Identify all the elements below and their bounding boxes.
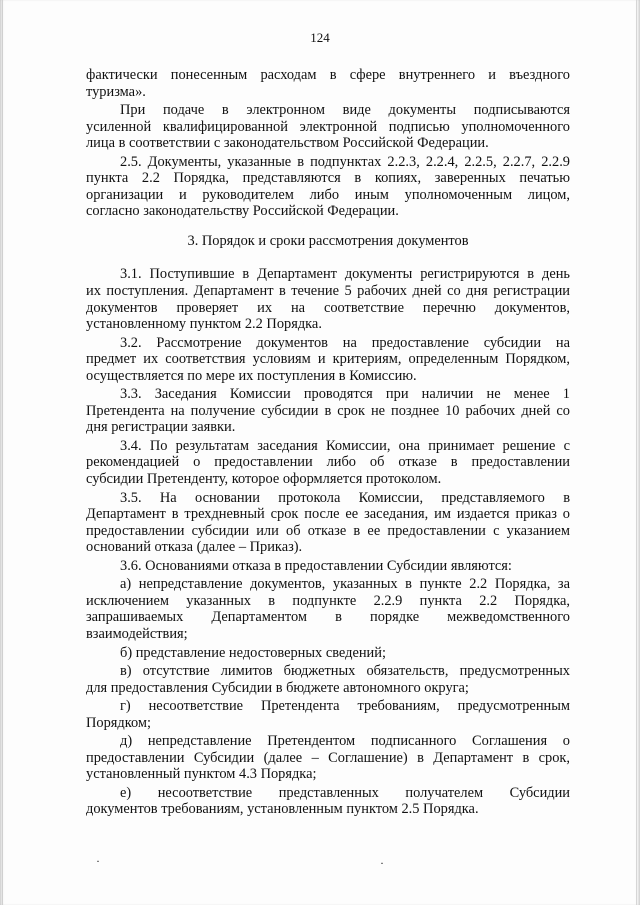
text-line: При подаче в электронном виде документы подписываются xyxy=(120,102,570,119)
text-line: 3.6. Основаниями отказа в предоставлении Субсидии являются: xyxy=(120,557,512,574)
list-item-e: е) несоответствие представленных получателем Субсидии xyxy=(120,784,570,801)
text-line: исключением указанных в подпункте 2.2.9 пункта 2.2 Порядка, xyxy=(86,592,570,609)
text-line: Департамент в трехдневный срок после ее заседания, им издается приказ о xyxy=(86,506,570,523)
text-line: осуществляется по мере их поступления в Комиссию. xyxy=(86,367,417,384)
text-line: запрашиваемых Департаментом в порядке межведомственного xyxy=(86,609,570,626)
text-line: Претендента на получение субсидии в срок не позднее 10 рабочих дней со xyxy=(86,402,570,419)
text-line: взаимодействия; xyxy=(86,625,188,642)
section-heading: 3. Порядок и сроки рассмотрения документов xyxy=(187,232,469,249)
text-line: оснований отказа (далее – Приказ). xyxy=(86,539,303,556)
text-line: туризма». xyxy=(86,83,146,100)
scan-speck: · xyxy=(380,856,384,870)
text-line: 3.4. По результатам заседания Комиссии, она принимает решение с xyxy=(120,437,570,454)
text-line: организации и руководителем либо иным уполномоченным лицом, xyxy=(86,186,570,203)
scan-edge-right xyxy=(636,0,637,905)
list-item-b: б) представление недостоверных сведений; xyxy=(120,644,386,661)
list-item-a: а) непредставление документов, указанных в пункте 2.2 Порядка, за xyxy=(120,576,570,593)
list-item-v: в) отсутствие лимитов бюджетных обязательств, предусмотренных xyxy=(120,663,570,680)
text-line: лица в соответствии с законодательством Российской Федерации. xyxy=(86,135,489,152)
text-line: фактически понесенным расходам в сфере внутреннего и въездного xyxy=(86,67,570,83)
text-line: установленному пунктом 2.2 Порядка. xyxy=(86,316,322,333)
text-line: 3.2. Рассмотрение документов на предоставление субсидии на xyxy=(120,334,570,351)
text-line: документов проверяет их на соответствие перечню документов, xyxy=(86,299,570,316)
text-line: согласно законодательству Российской Федерации. xyxy=(86,203,399,220)
text-line: предмет их соответствия условиям и критериям, определенным Порядком, xyxy=(86,351,570,368)
text-line: документов требованиям, установленным пунктом 2.5 Порядка. xyxy=(86,801,479,818)
scan-speck: · xyxy=(96,854,100,868)
text-line: субсидии Претенденту, которое оформляется протоколом. xyxy=(86,471,442,488)
text-line: рекомендацией о предоставлении либо об отказе в предоставлении xyxy=(86,454,570,471)
text-line: предоставлении Субсидии (далее – Соглашение) в Департамент в срок, xyxy=(86,749,570,766)
scan-edge-left xyxy=(2,0,3,905)
list-item-g: г) несоответствие Претендента требованиям, предусмотренным xyxy=(120,698,570,715)
body-text xyxy=(86,67,570,818)
text-line: Порядком; xyxy=(86,714,152,731)
page-number: 124 xyxy=(310,30,330,45)
text-line: 2.5. Документы, указанные в подпунктах 2.2.3, 2.2.4, 2.2.5, 2.2.7, 2.2.9 xyxy=(120,153,570,170)
list-item-d: д) непредставление Претендентом подписанного Соглашения о xyxy=(120,733,570,750)
text-line: пункта 2.2 Порядка, представляются в копиях, заверенных печатью xyxy=(86,170,570,187)
text-line: усиленной квалифицированной электронной подписью уполномоченного xyxy=(86,118,570,135)
text-line: их поступления. Департамент в течение 5 рабочих дней со дня регистрации xyxy=(86,283,570,300)
text-line: 3.1. Поступившие в Департамент документы регистрируются в день xyxy=(120,266,570,283)
text-line: дня регистрации заявки. xyxy=(86,419,236,436)
text-line: 3.5. На основании протокола Комиссии, представляемого в xyxy=(120,489,570,506)
text-line: для предоставления Субсидии в бюджете автономного округа; xyxy=(86,679,469,696)
text-line: 3.3. Заседания Комиссии проводятся при наличии не менее 1 xyxy=(120,386,570,403)
text-line: предоставлении субсидии или об отказе в ее предоставлении с указанием xyxy=(86,522,570,539)
text-line: установленный пунктом 4.3 Порядка; xyxy=(86,766,317,783)
